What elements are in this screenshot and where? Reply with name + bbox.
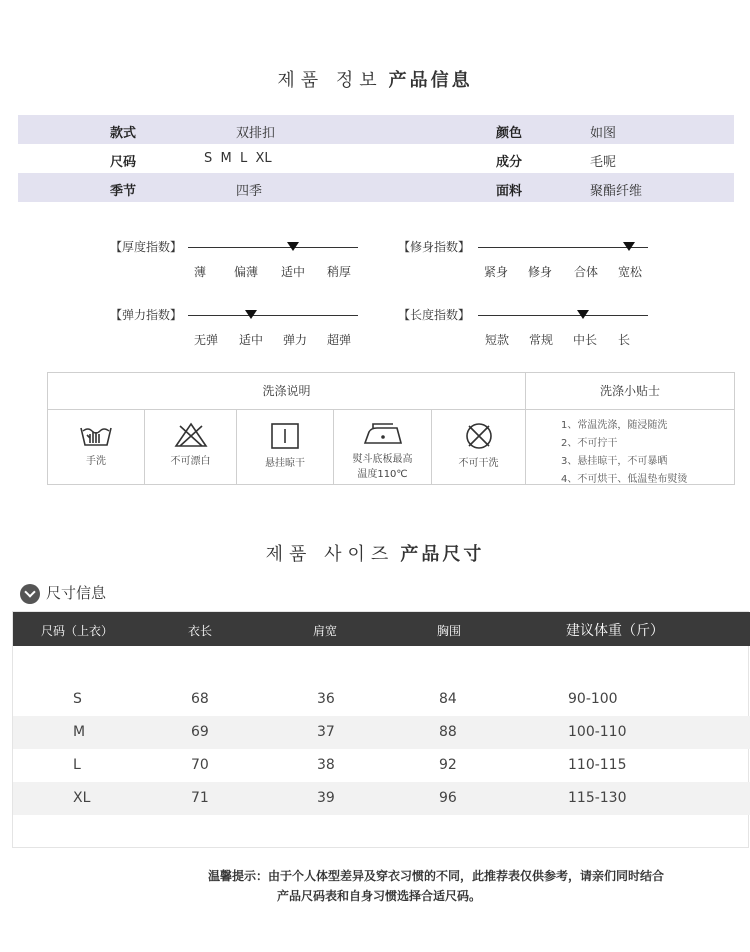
wash-tip: 3、悬挂晾干，不可暴晒 [561, 456, 668, 467]
no-dry-clean-icon [463, 422, 495, 450]
wash-tips-list [561, 417, 687, 489]
table-cell: S [73, 691, 82, 707]
table-cell: 68 [191, 691, 209, 707]
size-table-header [13, 612, 750, 646]
table-cell: 115-130 [568, 790, 627, 806]
index-label: 【厚度指数】 [110, 240, 183, 254]
table-cell: 69 [191, 724, 209, 740]
table-cell: 36 [317, 691, 335, 707]
wash-item-label-line2: 温度110℃ [357, 469, 408, 480]
wash-item-hand-wash [48, 410, 145, 485]
table-cell: 92 [439, 757, 457, 773]
index-scale-line [188, 315, 358, 316]
wash-header: 洗涤说明 [48, 373, 526, 410]
index-option: 长 [617, 333, 631, 347]
wash-item-no-bleach [145, 410, 237, 485]
table-cell: 38 [317, 757, 335, 773]
index-option: 适中 [238, 333, 264, 347]
table-cell: 71 [191, 790, 209, 806]
wash-item-hang-dry [237, 410, 334, 485]
info-value: 四季 [236, 184, 263, 199]
hand-wash-icon [79, 422, 113, 448]
note-line-2: 产品尺码表和自身习惯选择合适尺码。 [277, 889, 482, 903]
info-section-title [0, 66, 750, 92]
index-label: 【弹力指数】 [110, 308, 183, 322]
index-option: 中长 [572, 333, 598, 347]
size-note [208, 866, 664, 906]
size-info-subheader [20, 582, 106, 604]
table-cell: L [73, 757, 81, 773]
elasticity-index [110, 306, 360, 351]
column-header: 尺码（上衣） [41, 624, 114, 638]
wash-item-iron [334, 410, 432, 485]
table-cell: 88 [439, 724, 457, 740]
table-cell: 70 [191, 757, 209, 773]
table-cell: 84 [439, 691, 457, 707]
table-row [13, 716, 750, 749]
table-cell: M [73, 724, 86, 740]
info-key: 颜色 [496, 126, 523, 141]
table-cell: 90-100 [568, 691, 618, 707]
index-marker-icon [245, 310, 257, 319]
index-option: 薄 [193, 265, 207, 279]
info-key: 款式 [110, 126, 137, 141]
column-header: 衣长 [188, 624, 213, 638]
info-value: S M L XL [204, 151, 272, 166]
column-header: 胸围 [437, 624, 462, 638]
info-value: 双排扣 [236, 126, 276, 141]
product-info-table [18, 115, 734, 202]
index-option: 常规 [528, 333, 554, 347]
table-cell: XL [73, 790, 91, 806]
index-option: 修身 [527, 265, 553, 279]
info-value: 如图 [590, 126, 617, 141]
index-marker-icon [577, 310, 589, 319]
size-info-label: 尺寸信息 [46, 584, 107, 602]
index-option: 宽松 [617, 265, 643, 279]
no-bleach-icon [174, 422, 208, 448]
info-row [18, 115, 734, 144]
info-row [18, 144, 734, 173]
table-cell: 39 [317, 790, 335, 806]
index-option: 适中 [280, 265, 306, 279]
info-title-kr: 제품 정보 [277, 70, 383, 91]
hang-dry-icon [268, 422, 302, 450]
thickness-index [110, 238, 360, 283]
wash-item-no-dry-clean [432, 410, 526, 485]
column-header: 肩宽 [313, 624, 338, 638]
table-cell: 110-115 [568, 757, 627, 773]
table-row [13, 683, 750, 716]
info-value: 毛呢 [590, 155, 617, 170]
wash-tip: 1、常温洗涤，随浸随洗 [561, 420, 668, 431]
wash-instructions-panel [47, 372, 735, 485]
size-title-kr: 제품 사이즈 [265, 544, 395, 565]
index-option: 弹力 [282, 333, 308, 347]
index-marker-icon [623, 242, 635, 251]
wash-tips-header: 洗涤小贴士 [526, 373, 734, 410]
index-option: 超弹 [326, 333, 352, 347]
wash-item-label: 不可干洗 [458, 458, 499, 469]
index-scale-line [188, 247, 358, 248]
info-row [18, 173, 734, 202]
size-table [12, 611, 749, 848]
index-option: 合体 [573, 265, 599, 279]
info-key: 季节 [110, 184, 137, 199]
index-label: 【修身指数】 [398, 240, 471, 254]
info-key: 尺码 [110, 155, 137, 170]
index-label: 【长度指数】 [398, 308, 471, 322]
info-value: 聚酯纤维 [590, 184, 643, 199]
table-row [13, 782, 750, 815]
index-option: 无弹 [193, 333, 219, 347]
wash-item-label: 手洗 [86, 456, 106, 467]
note-line-1: 温馨提示：由于个人体型差异及穿衣习惯的不同，此推荐表仅供参考，请亲们同时结合 [208, 869, 665, 883]
table-cell: 96 [439, 790, 457, 806]
iron-icon [363, 422, 403, 446]
column-header: 建议体重（斤） [566, 623, 664, 639]
length-index [398, 306, 650, 351]
fit-index [398, 238, 650, 283]
wash-tip: 2、不可拧干 [561, 438, 618, 449]
wash-item-label: 不可漂白 [170, 456, 211, 467]
wash-item-label: 熨斗底板最高 [352, 454, 413, 465]
table-cell: 100-110 [568, 724, 627, 740]
chevron-down-icon [20, 584, 40, 604]
index-option: 短款 [484, 333, 510, 347]
index-scale-line [478, 315, 648, 316]
size-title-cn: 产品尺寸 [400, 544, 485, 565]
info-key: 面料 [496, 184, 523, 199]
index-option: 稍厚 [326, 265, 352, 279]
size-section-title [0, 540, 750, 566]
index-option: 偏薄 [233, 265, 259, 279]
table-cell: 37 [317, 724, 335, 740]
info-key: 成分 [496, 155, 523, 170]
index-option: 紧身 [483, 265, 509, 279]
table-row [13, 749, 750, 782]
info-title-cn: 产品信息 [388, 70, 473, 91]
wash-tip: 4、不可烘干、低温垫布熨烫 [561, 474, 688, 485]
wash-item-label: 悬挂晾干 [265, 458, 305, 469]
index-marker-icon [287, 242, 299, 251]
